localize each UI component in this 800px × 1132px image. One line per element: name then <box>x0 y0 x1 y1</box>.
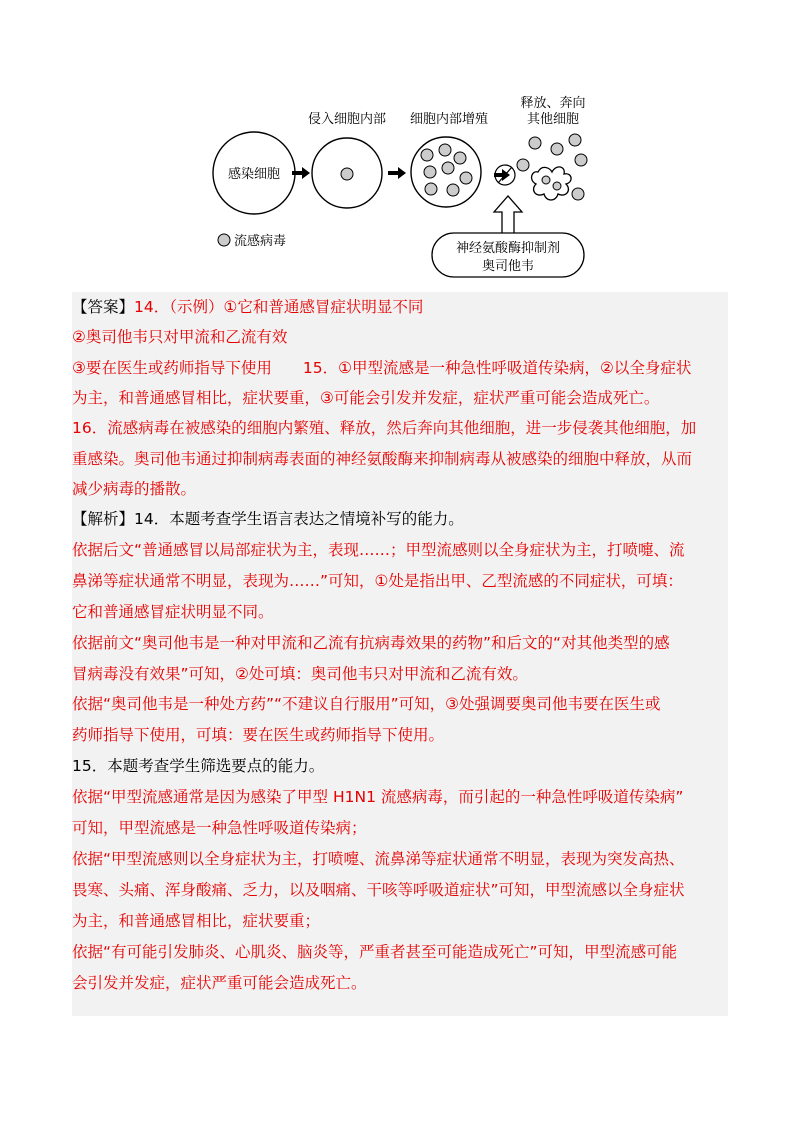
inhibitor-label-2: 奥司他韦 <box>481 259 535 274</box>
analysis-line <box>72 540 685 560</box>
analysis-text: 会引发并发症，症状严重可能会造成死亡。 <box>72 973 367 992</box>
release-label-1: 释放、奔向 <box>520 96 586 111</box>
analysis-line <box>72 973 367 993</box>
analysis-text: 药师指导下使用，可填：要在医生或药师指导下使用。 <box>72 726 445 745</box>
analysis-text: 鼻涕等症状通常不明显，表现为……”可知，①处是指出甲、乙型流感的不同症状，可填： <box>72 571 683 590</box>
release-label-2: 其他细胞 <box>526 112 580 127</box>
virus-particle <box>341 168 353 180</box>
arrow-right-icon <box>388 167 406 179</box>
inhibitor-label-1: 神经氨酸酶抑制剂 <box>455 241 561 256</box>
analysis-line <box>72 787 683 807</box>
analysis-text: 依据“甲型流感则以全身症状为主，打喷嚏、流鼻涕等症状通常不明显，表现为突发高热、 <box>72 849 685 868</box>
analysis-line <box>72 942 677 962</box>
answer-text: ②奥司他韦只对甲流和乙流有效 <box>72 328 288 347</box>
analysis-text: 依据“奥司他韦是一种处方药”“不建议自行服用”可知，③处强调要奥司他韦要在医生或 <box>72 695 661 714</box>
analysis-line <box>72 849 685 869</box>
analysis-line <box>72 818 367 838</box>
answer-text: ③要在医生或药师指导下使用 15．①甲型流感是一种急性呼吸道传染病，②以全身症状 <box>72 358 692 377</box>
ruptured-cell <box>532 167 572 200</box>
answer-line <box>72 418 696 438</box>
analysis-line <box>72 633 670 653</box>
analysis-line <box>72 694 661 714</box>
answer-line <box>72 479 196 499</box>
invade-label: 侵入细胞内部 <box>307 112 387 127</box>
analysis-text: 畏寒、头痛、浑身酸痛、乏力，以及咽痛、干咳等呼吸道症状”可知，甲型流感以全身症状 <box>72 880 685 899</box>
virus-diagram <box>0 0 800 290</box>
analysis-text: 冒病毒没有效果”可知，②处可填：奥司他韦只对甲流和乙流有效。 <box>72 664 528 683</box>
answer-line <box>72 297 423 317</box>
answer-panel <box>72 292 728 1016</box>
answer-text: 重感染。奥司他韦通过抑制病毒表面的神经氨酸酶来抑制病毒从被感染的细胞中释放，从而 <box>72 449 693 468</box>
analysis-text: 可知，甲型流感是一种急性呼吸道传染病； <box>72 819 367 837</box>
infected-cell-label: 感染细胞 <box>227 167 281 182</box>
legend-virus-icon <box>218 234 230 246</box>
answer-text: 为主，和普通感冒相比，症状要重，③可能会引发并发症，症状严重可能会造成死亡。 <box>72 388 660 407</box>
answer-text: 14．（示例）①它和普通感冒症状明显不同 <box>134 298 424 316</box>
analysis-text: 依据前文“奥司他韦是一种对甲流和乙流有抗病毒效果的药物”和后文的“对其他类型的感 <box>72 633 670 652</box>
answer-line <box>72 358 691 378</box>
analysis-prefix: 【解析】 <box>72 510 135 528</box>
answer-text: 16．流感病毒在被感染的细胞内繁殖、释放，然后奔向其他细胞，进一步侵袭其他细胞，加 <box>72 419 697 438</box>
analysis-line <box>72 664 528 684</box>
answer-line <box>72 327 287 347</box>
analysis-text: 依据后文“普通感冒以局部症状为主，表现……；甲型流感则以全身症状为主，打喷嚏、流 <box>72 540 685 559</box>
answer-text: 减少病毒的播散。 <box>72 479 197 498</box>
answer-line <box>72 449 692 469</box>
analysis-line <box>72 880 685 900</box>
analysis-text: 依据“有可能引发肺炎、心肌炎、脑炎等，严重者甚至可能造成死亡”可知，甲型流感可能 <box>72 942 678 961</box>
legend-label: 流感病毒 <box>234 234 287 249</box>
analysis-text: 它和普通感冒症状明显不同。 <box>72 602 274 621</box>
analysis-line <box>72 571 683 591</box>
analysis-text: 为主，和普通感冒相比，症状要重； <box>72 911 321 930</box>
analysis-text: 依据“甲型流感通常是因为感染了甲型 H1N1 流感病毒，而引起的一种急性呼吸道传染病” <box>72 788 684 807</box>
up-arrow-icon <box>494 196 522 233</box>
analysis-text: 15．本题考查学生筛选要点的能力。 <box>72 757 325 776</box>
analysis-text: 14．本题考查学生语言表达之情境补写的能力。 <box>134 510 464 528</box>
analysis-line <box>72 911 320 931</box>
proliferate-label: 细胞内部增殖 <box>409 112 489 127</box>
analysis-line <box>72 725 444 745</box>
answer-prefix: 【答案】 <box>72 298 135 316</box>
analysis-line <box>72 602 274 622</box>
answer-line <box>72 388 659 408</box>
analysis-line <box>72 756 324 776</box>
analysis-line <box>72 509 464 529</box>
